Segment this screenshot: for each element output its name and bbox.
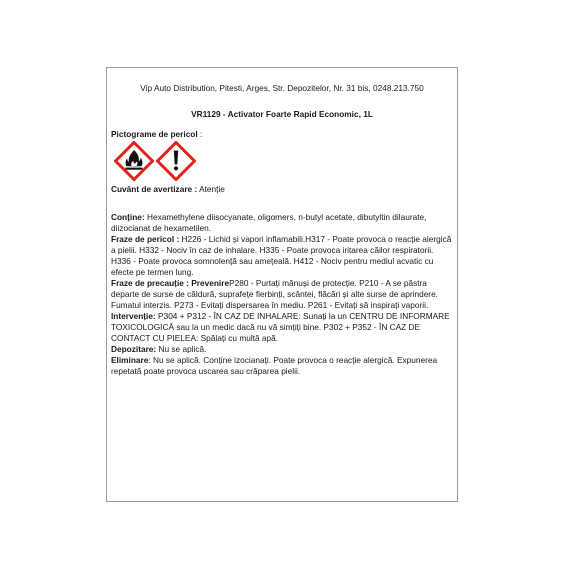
hazard-statements-paragraph [111, 234, 453, 278]
disposal-paragraph [111, 355, 453, 377]
pictograms-heading-label: Pictograme de pericol [111, 129, 198, 139]
hazard-text-block [111, 212, 453, 377]
safety-label-box [106, 67, 458, 502]
disposal-text: : Nu se aplică. Conține izocianați. Poate provoca o reacție alergică. Expunerea repetată poate provoca uscarea sau crăparea pielii. [111, 355, 438, 376]
signal-word-value: Atenție [197, 184, 225, 194]
hazard-statements-text: H226 - Lichid și vapori inflamabili.H317 - Poate provoca o reacție alergică a pielii. H332 - Nociv în caz de inhalare. H335 - Poate provoca iritarea căilor respiratorii. H336 - Poate provoca somnolență sau amețeală. H412 - Nociv pentru mediul acvatic cu efecte pe termen lung. [111, 234, 452, 277]
hazard-statements-label: Fraze de pericol : [111, 234, 180, 244]
storage-label: Depozitare: [111, 344, 157, 354]
disposal-label: Eliminare [111, 355, 149, 365]
pictograms-heading [111, 129, 202, 140]
company-line: Vip Auto Distribution, Pitesti, Arges, Str. Depozitelor, Nr. 31 bis, 0248.213.750 [140, 83, 424, 93]
pictograms-heading-suffix: : [197, 129, 203, 139]
signal-word-label: Cuvânt de avertizare : [111, 184, 198, 194]
product-title: VR1129 - Activator Foarte Rapid Economic, 1L [191, 109, 373, 119]
pictogram-row [114, 141, 196, 179]
contine-label: Conține: [111, 212, 145, 222]
intervention-label: Intervenție: [111, 311, 156, 321]
storage-text: Nu se aplică. [156, 344, 207, 354]
precaution-statements-paragraph [111, 278, 453, 311]
precaution-statements-label: Fraze de precauție : Prevenire [111, 278, 230, 288]
intervention-text: P304 + P312 - ÎN CAZ DE INHALARE: Sunați la un CENTRU DE INFORMARE TOXICOLOGICĂ sau la un medic dacă nu vă simțiți bine. P302 + P352 - ÎN CAZ DE CONTACT CU PIELEA: Spălați cu multă apă. [111, 311, 450, 343]
intervention-paragraph [111, 311, 453, 344]
flame-icon [114, 141, 154, 181]
storage-paragraph [111, 344, 453, 355]
contine-paragraph [111, 212, 453, 234]
exclamation-icon [156, 141, 196, 181]
contine-text: Hexamethylene diisocyanate, oligomers, n-butyl acetate, dibutyltin dilaurate, diizocianat de hexametilen. [111, 212, 427, 233]
precaution-statements-text: P280 - Purtați mănuși de protecție. P210 - A se păstra departe de surse de căldură, suprafețe fierbinți, scântei, flăcări și alte surse de aprindere. Fumatul interzis. P273 - Evitați dispersarea în mediu. P261 - Evitați să inspirați vaporii. [111, 278, 438, 310]
signal-word-line [111, 184, 225, 195]
